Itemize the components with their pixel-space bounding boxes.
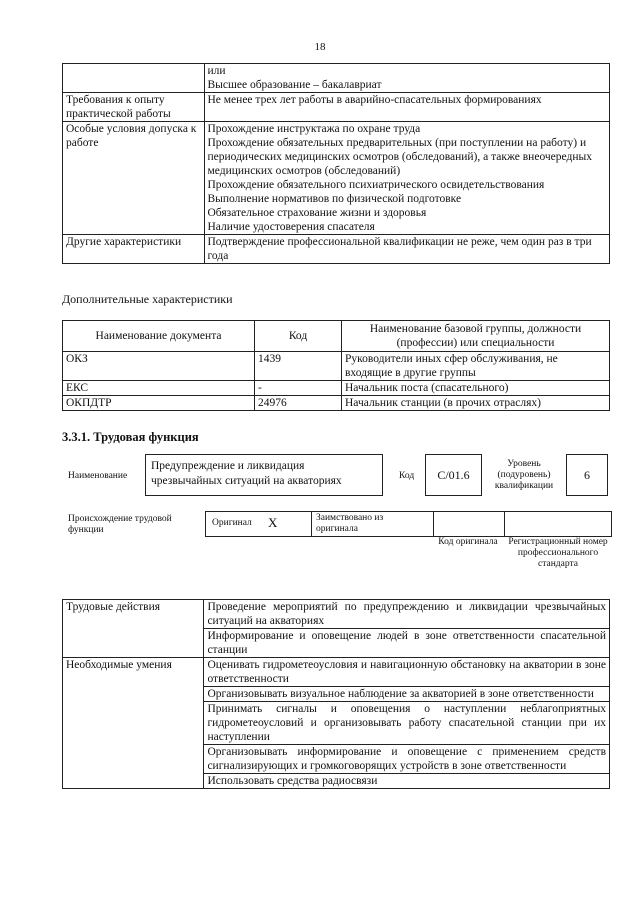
table-row bbox=[63, 64, 610, 93]
level-box bbox=[566, 454, 608, 496]
labor-function-title: 3.3.1. Трудовая функция bbox=[62, 430, 199, 444]
row-text: Подтверждение профессиональной квалификации не реже, чем один раз в три года bbox=[207, 236, 592, 262]
code-value: C/01.6 bbox=[437, 468, 470, 482]
level-label: Уровень (подуровень) квалификации bbox=[494, 459, 554, 491]
table-row bbox=[63, 93, 610, 122]
row-label: Особые условия допуска к работе bbox=[63, 122, 205, 235]
table-cell: Начальник станции (в прочих отраслях) bbox=[342, 396, 610, 411]
table-row bbox=[63, 235, 610, 264]
origin-label: Происхождение трудовой функции bbox=[68, 514, 172, 535]
name-box bbox=[145, 454, 383, 496]
divider bbox=[504, 512, 505, 536]
table-cell: Использовать средства радиосвязи bbox=[204, 774, 610, 789]
row-text: Прохождение обязательного психиатрического освидетельствования bbox=[207, 179, 545, 191]
divider bbox=[311, 512, 312, 536]
additional-title: Дополнительные характеристики bbox=[62, 292, 233, 306]
additional-table bbox=[62, 320, 610, 411]
row-text: или bbox=[207, 65, 226, 77]
row-text: Обязательное страхование жизни и здоровья bbox=[207, 207, 427, 219]
row-text: Высшее образование – бакалавриат bbox=[207, 79, 382, 91]
table-cell: Принимать сигналы и оповещения о наступлении неблагоприятных гидрометеоусловий и организовывать работу спасательной станции при их наступлении bbox=[204, 702, 610, 745]
table-cell: 1439 bbox=[255, 352, 342, 381]
table-cell: ОКЗ bbox=[63, 352, 255, 381]
origin-box bbox=[205, 511, 612, 537]
row-label bbox=[63, 64, 205, 93]
row-text: Не менее трех лет работы в аварийно-спасательных формированиях bbox=[207, 94, 542, 106]
table-row bbox=[63, 396, 610, 411]
column-header: Наименование документа bbox=[63, 321, 255, 352]
name-label: Наименование bbox=[68, 471, 128, 481]
requirements-table bbox=[62, 63, 610, 264]
table-cell: - bbox=[255, 381, 342, 396]
column-header: Код bbox=[255, 321, 342, 352]
code-original-label: Код оригинала bbox=[438, 537, 498, 547]
name-value: Предупреждение и ликвидация чрезвычайных ситуаций на акваториях bbox=[151, 460, 342, 487]
level-value: 6 bbox=[584, 468, 590, 482]
borrowed-label: Заимствовано из оригинала bbox=[316, 513, 384, 534]
table-cell: 24976 bbox=[255, 396, 342, 411]
column-header: Наименование базовой группы, должности (профессии) или специальности bbox=[342, 321, 610, 352]
table-row bbox=[63, 600, 610, 629]
row-label: Другие характеристики bbox=[63, 235, 205, 264]
row-text: Выполнение нормативов по физической подготовке bbox=[207, 193, 462, 205]
row-label: Необходимые умения bbox=[63, 658, 204, 789]
table-row bbox=[63, 658, 610, 687]
row-label: Трудовые действия bbox=[63, 600, 204, 658]
row-text: Прохождение инструктажа по охране труда bbox=[207, 123, 421, 135]
table-cell: Начальник поста (спасательного) bbox=[342, 381, 610, 396]
original-label: Оригинал bbox=[212, 518, 252, 528]
table-row bbox=[63, 381, 610, 396]
table-cell: ОКПДТР bbox=[63, 396, 255, 411]
table-cell: Проведение мероприятий по предупреждению и ликвидации чрезвычайных ситуаций на акваториях bbox=[204, 600, 610, 629]
table-row bbox=[63, 122, 610, 235]
table-header-row bbox=[63, 321, 610, 352]
table-cell: Организовывать визуальное наблюдение за акваторией в зоне ответственности bbox=[204, 687, 610, 702]
code-label: Код bbox=[399, 471, 415, 481]
table-cell: Информирование и оповещение людей в зоне ответственности спасательной станции bbox=[204, 629, 610, 658]
code-box bbox=[425, 454, 482, 496]
divider bbox=[433, 512, 434, 536]
row-label: Требования к опыту практической работы bbox=[63, 93, 205, 122]
table-row bbox=[63, 352, 610, 381]
original-mark: X bbox=[268, 515, 278, 530]
reg-number-label: Регистрационный номер профессионального стандарта bbox=[508, 537, 608, 569]
row-text: Прохождение обязательных предварительных (при поступлении на работу) и периодических медицинских осмотров (обследований), а также внеочередных медицинских осмотров (обследований) bbox=[207, 137, 592, 177]
row-text: Наличие удостоверения спасателя bbox=[207, 221, 375, 233]
table-cell: Организовывать информирование и оповещение с применением средств сигнализирующих и громкоговорящих устройств в зоне ответственности bbox=[204, 745, 610, 774]
page-number: 18 bbox=[314, 41, 326, 53]
table-cell: Руководители иных сфер обслуживания, не входящие в другие группы bbox=[342, 352, 610, 381]
table-cell: ЕКС bbox=[63, 381, 255, 396]
actions-table bbox=[62, 599, 610, 789]
table-cell: Оценивать гидрометеоусловия и навигационную обстановку на акватории в зоне ответственности bbox=[204, 658, 610, 687]
